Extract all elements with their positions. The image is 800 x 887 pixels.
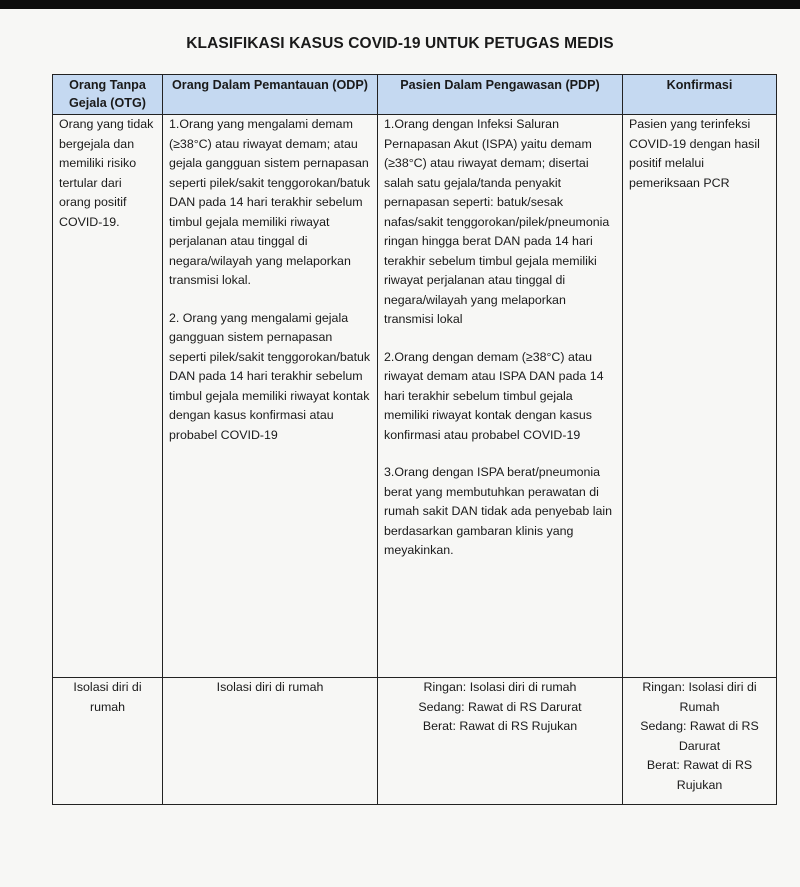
pdp-action-sedang: Sedang: Rawat di RS Darurat — [418, 699, 582, 714]
konfirmasi-description-text: Pasien yang terinfeksi COVID-19 dengan hasil positif melalui pemeriksaan PCR — [629, 117, 760, 190]
otg-action-text: Isolasi diri di rumah — [73, 680, 142, 714]
document-title: KLASIFIKASI KASUS COVID-19 UNTUK PETUGAS MEDIS — [186, 35, 614, 52]
header-odp: Orang Dalam Pemantauan (ODP) — [163, 75, 378, 115]
classification-table — [52, 74, 777, 805]
odp-action-text: Isolasi diri di rumah — [216, 680, 324, 694]
header-konfirmasi: Konfirmasi — [623, 75, 777, 115]
header-row — [53, 75, 777, 115]
top-bar — [0, 0, 800, 9]
cell-konfirmasi-action — [623, 678, 777, 805]
otg-description-text: Orang yang tidak bergejala dan memiliki risiko tertular dari orang positif COVID-19. — [59, 117, 154, 229]
pdp-criterion-3: 3.Orang dengan ISPA berat/pneumonia berat yang membutuhkan perawatan di rumah sakit DAN tidak ada penyebab lain berdasarkan gambaran klinis yang meyakinkan. — [384, 465, 612, 557]
cell-odp-action — [163, 678, 378, 805]
cell-otg-action — [53, 678, 163, 805]
pdp-criterion-2: 2.Orang dengan demam (≥38°C) atau riwayat demam atau ISPA DAN pada 14 hari terakhir sebelum timbul gejala memiliki riwayat kontak dengan kasus konfirmasi atau probabel COVID-19 — [384, 349, 604, 442]
description-row — [53, 115, 777, 678]
konfirmasi-action-sedang: Sedang: Rawat di RS Darurat — [640, 719, 759, 753]
header-otg: Orang Tanpa Gejala (OTG) — [53, 75, 163, 115]
action-row — [53, 678, 777, 805]
odp-criterion-1: 1.Orang yang mengalami demam (≥38°C) atau riwayat demam; atau gejala gangguan sistem pernapasan seperti pilek/sakit tenggorokan/batuk DAN pada 14 hari terakhir sebelum timbul gejala memiliki riwayat perjalanan atau tinggal di negara/wilayah yang melaporkan transmisi lokal. — [169, 117, 371, 287]
cell-pdp-description — [378, 115, 623, 678]
pdp-action-ringan: Ringan: Isolasi diri di rumah — [423, 680, 577, 694]
cell-otg-description — [53, 115, 163, 678]
cell-konfirmasi-description — [623, 115, 777, 678]
pdp-action-berat: Berat: Rawat di RS Rujukan — [422, 719, 578, 733]
cell-pdp-action — [378, 678, 623, 805]
pdp-criterion-1: 1.Orang dengan Infeksi Saluran Pernapasan Akut (ISPA) yaitu demam (≥38°C) atau riwayat demam; disertai salah satu gejala/tanda penyakit pernapasan seperti: batuk/sesak nafas/sakit tenggorokan/pilek/pneumonia ringan hingga berat DAN pada 14 hari terakhir sebelum timbul gejala memiliki riwayat perjalanan atau tinggal di negara/wilayah yang melaporkan transmisi lokal — [384, 117, 610, 326]
konfirmasi-action-ringan: Ringan: Isolasi diri di Rumah — [642, 680, 757, 714]
cell-odp-description — [163, 115, 378, 678]
odp-criterion-2: 2. Orang yang mengalami gejala gangguan sistem pernapasan seperti pilek/sakit tenggorokan/batuk DAN pada 14 hari terakhir sebelum timbul gejala memiliki riwayat kontak dengan kasus konfirmasi atau probabel COVID-19 — [169, 310, 371, 442]
header-pdp: Pasien Dalam Pengawasan (PDP) — [378, 75, 623, 115]
konfirmasi-action-berat: Berat: Rawat di RS Rujukan — [646, 758, 753, 792]
